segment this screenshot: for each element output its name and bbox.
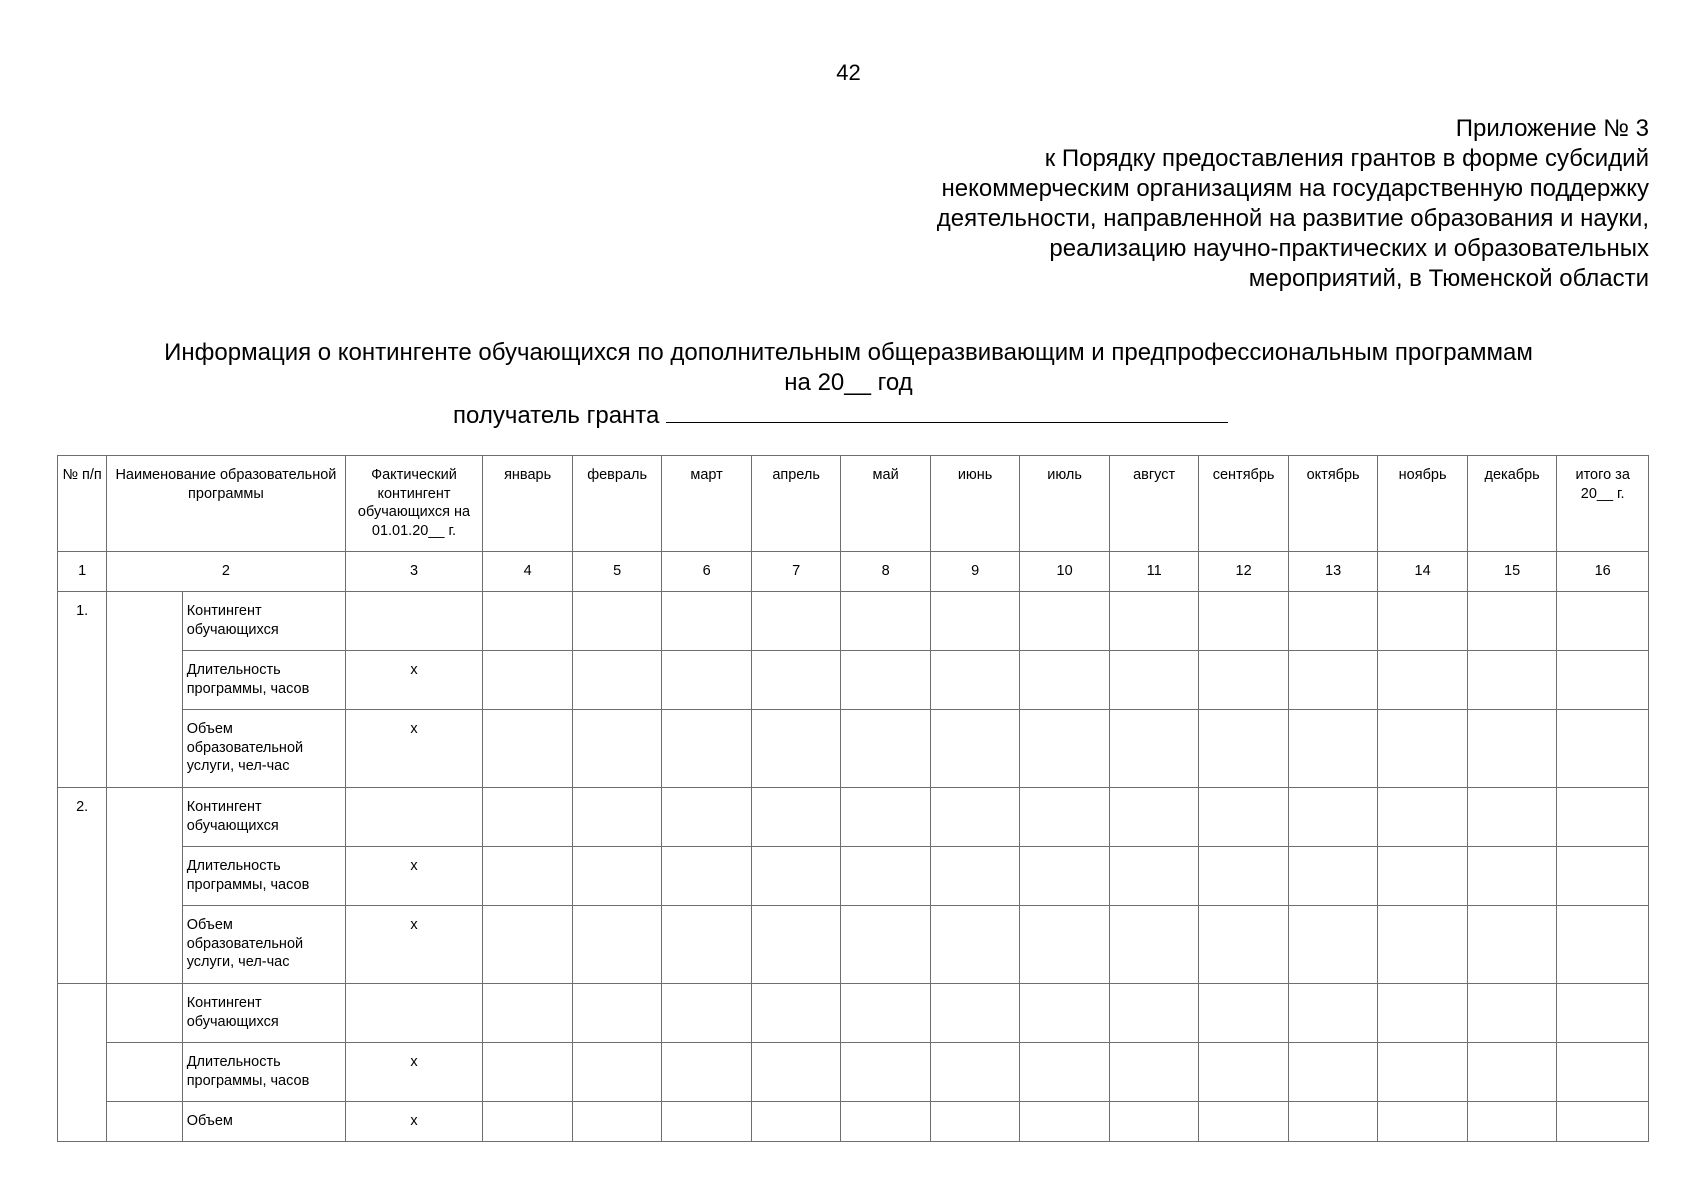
document-title (0, 338, 1697, 398)
month-value-cell (662, 847, 752, 906)
month-value-cell (1467, 1043, 1557, 1102)
month-value-cell (572, 592, 662, 651)
header-month: октябрь (1288, 456, 1378, 552)
month-value-cell (1199, 592, 1289, 651)
total-value-cell (1557, 592, 1649, 651)
month-value-cell (1467, 592, 1557, 651)
appendix-line: реализацию научно-практических и образовательных (1049, 235, 1649, 262)
month-value-cell (1378, 906, 1468, 984)
month-value-cell (1109, 847, 1199, 906)
month-value-cell (930, 788, 1020, 847)
month-value-cell (572, 906, 662, 984)
program-name-cell (107, 984, 182, 1043)
month-value-cell (1109, 906, 1199, 984)
month-value-cell (1199, 788, 1289, 847)
header-total: итого за 20__ г. (1557, 456, 1649, 552)
month-value-cell (572, 1043, 662, 1102)
month-value-cell (483, 651, 573, 710)
month-value-cell (1109, 1043, 1199, 1102)
column-number: 16 (1557, 552, 1649, 592)
month-value-cell (1109, 592, 1199, 651)
month-value-cell (1378, 847, 1468, 906)
column-number: 9 (930, 552, 1020, 592)
month-value-cell (1020, 710, 1110, 788)
header-month: декабрь (1467, 456, 1557, 552)
month-value-cell (1378, 592, 1468, 651)
column-number: 11 (1109, 552, 1199, 592)
month-value-cell (751, 1043, 841, 1102)
month-value-cell (1378, 1043, 1468, 1102)
total-value-cell (1557, 710, 1649, 788)
month-value-cell (841, 1043, 931, 1102)
month-value-cell (1109, 984, 1199, 1043)
month-value-cell (483, 1043, 573, 1102)
indicator-label-cell: Длительность программы, часов (182, 1043, 345, 1102)
month-value-cell (751, 1102, 841, 1142)
header-month: июль (1020, 456, 1110, 552)
month-value-cell (1288, 847, 1378, 906)
month-value-cell (1288, 710, 1378, 788)
column-number: 5 (572, 552, 662, 592)
title-line: Информация о контингенте обучающихся по дополнительным общеразвивающим и предпрофессиональным программам (164, 339, 1533, 366)
month-value-cell (572, 1102, 662, 1142)
actual-contingent-cell (345, 788, 483, 847)
appendix-line: Приложение № 3 (1455, 115, 1649, 142)
month-value-cell (483, 906, 573, 984)
month-value-cell (1288, 1043, 1378, 1102)
header-month: сентябрь (1199, 456, 1289, 552)
actual-contingent-cell: x (345, 651, 483, 710)
header-month: апрель (751, 456, 841, 552)
month-value-cell (1467, 1102, 1557, 1142)
table-row (58, 1043, 1649, 1102)
indicator-label-cell: Объем образовательной услуги, чел-час (182, 710, 345, 788)
column-number: 15 (1467, 552, 1557, 592)
month-value-cell (841, 1102, 931, 1142)
appendix-line: к Порядку предоставления грантов в форме субсидий (1044, 145, 1649, 172)
month-value-cell (483, 1102, 573, 1142)
month-value-cell (751, 906, 841, 984)
actual-contingent-cell: x (345, 1043, 483, 1102)
month-value-cell (841, 984, 931, 1043)
month-value-cell (662, 592, 752, 651)
month-value-cell (930, 710, 1020, 788)
total-value-cell (1557, 788, 1649, 847)
month-value-cell (751, 651, 841, 710)
month-value-cell (572, 788, 662, 847)
row-index-cell: 2. (58, 788, 107, 984)
table-row (58, 847, 1649, 906)
indicator-label-cell: Контингент обучающихся (182, 592, 345, 651)
actual-contingent-cell: x (345, 847, 483, 906)
table-row (58, 984, 1649, 1043)
month-value-cell (1020, 984, 1110, 1043)
program-name-cell (107, 1102, 182, 1142)
month-value-cell (1378, 710, 1468, 788)
table-row (58, 1102, 1649, 1142)
month-value-cell (1109, 788, 1199, 847)
month-value-cell (1109, 710, 1199, 788)
recipient-blank-field (666, 398, 1228, 423)
month-value-cell (751, 984, 841, 1043)
column-number: 2 (107, 552, 345, 592)
month-value-cell (1020, 847, 1110, 906)
header-month: март (662, 456, 752, 552)
header-month: январь (483, 456, 573, 552)
month-value-cell (1378, 651, 1468, 710)
month-value-cell (930, 1043, 1020, 1102)
recipient-label: получатель гранта (453, 402, 660, 429)
month-value-cell (1199, 651, 1289, 710)
indicator-label-cell: Объем (182, 1102, 345, 1142)
month-value-cell (1020, 651, 1110, 710)
column-number-row (58, 552, 1649, 592)
month-value-cell (1288, 592, 1378, 651)
column-number: 14 (1378, 552, 1468, 592)
month-value-cell (1020, 592, 1110, 651)
month-value-cell (1467, 651, 1557, 710)
header-num: № п/п (58, 456, 107, 552)
month-value-cell (1467, 906, 1557, 984)
total-value-cell (1557, 651, 1649, 710)
month-value-cell (483, 847, 573, 906)
month-value-cell (930, 984, 1020, 1043)
table-row (58, 788, 1649, 847)
recipient-line (453, 398, 1228, 431)
total-value-cell (1557, 984, 1649, 1043)
month-value-cell (1199, 1102, 1289, 1142)
month-value-cell (483, 592, 573, 651)
indicator-label-cell: Длительность программы, часов (182, 847, 345, 906)
month-value-cell (1109, 1102, 1199, 1142)
month-value-cell (572, 984, 662, 1043)
indicator-label-cell: Длительность программы, часов (182, 651, 345, 710)
contingent-table (57, 455, 1649, 1142)
header-month: август (1109, 456, 1199, 552)
month-value-cell (1288, 906, 1378, 984)
month-value-cell (930, 651, 1020, 710)
appendix-line: некоммерческим организациям на государственную поддержку (941, 175, 1649, 202)
month-value-cell (841, 906, 931, 984)
actual-contingent-cell: x (345, 1102, 483, 1142)
month-value-cell (1199, 710, 1289, 788)
month-value-cell (930, 1102, 1020, 1142)
month-value-cell (1288, 1102, 1378, 1142)
month-value-cell (1199, 984, 1289, 1043)
month-value-cell (930, 592, 1020, 651)
month-value-cell (1378, 788, 1468, 847)
total-value-cell (1557, 906, 1649, 984)
header-program: Наименование образовательной программы (107, 456, 345, 552)
appendix-header (649, 114, 1649, 294)
month-value-cell (751, 847, 841, 906)
month-value-cell (662, 651, 752, 710)
month-value-cell (841, 847, 931, 906)
column-number: 13 (1288, 552, 1378, 592)
appendix-line: деятельности, направленной на развитие образования и науки, (936, 205, 1649, 232)
program-name-cell (107, 788, 182, 984)
month-value-cell (1199, 1043, 1289, 1102)
table-row (58, 906, 1649, 984)
header-month: ноябрь (1378, 456, 1468, 552)
month-value-cell (930, 906, 1020, 984)
actual-contingent-cell: x (345, 710, 483, 788)
actual-contingent-cell (345, 984, 483, 1043)
month-value-cell (572, 847, 662, 906)
month-value-cell (1020, 906, 1110, 984)
indicator-label-cell: Контингент обучающихся (182, 984, 345, 1043)
table-row (58, 592, 1649, 651)
month-value-cell (662, 1043, 752, 1102)
month-value-cell (841, 651, 931, 710)
month-value-cell (1199, 847, 1289, 906)
appendix-line: мероприятий, в Тюменской области (1248, 265, 1649, 292)
page-number: 42 (836, 60, 861, 85)
month-value-cell (1378, 984, 1468, 1043)
column-number: 7 (751, 552, 841, 592)
column-number: 12 (1199, 552, 1289, 592)
indicator-label-cell: Объем образовательной услуги, чел-час (182, 906, 345, 984)
month-value-cell (930, 847, 1020, 906)
header-actual-contingent: Фактический контингент обучающихся на 01.01.20__ г. (345, 456, 483, 552)
month-value-cell (572, 710, 662, 788)
month-value-cell (841, 788, 931, 847)
month-value-cell (1467, 847, 1557, 906)
month-value-cell (1467, 788, 1557, 847)
total-value-cell (1557, 1102, 1649, 1142)
program-name-cell (107, 1043, 182, 1102)
month-value-cell (1288, 788, 1378, 847)
header-month: февраль (572, 456, 662, 552)
month-value-cell (1378, 1102, 1468, 1142)
table-row (58, 651, 1649, 710)
column-number: 10 (1020, 552, 1110, 592)
month-value-cell (1288, 984, 1378, 1043)
month-value-cell (483, 984, 573, 1043)
month-value-cell (662, 906, 752, 984)
program-name-cell (107, 592, 182, 788)
month-value-cell (751, 788, 841, 847)
month-value-cell (483, 788, 573, 847)
table-header-row (58, 456, 1649, 552)
month-value-cell (1467, 710, 1557, 788)
total-value-cell (1557, 847, 1649, 906)
month-value-cell (1199, 906, 1289, 984)
month-value-cell (662, 788, 752, 847)
month-value-cell (1020, 788, 1110, 847)
month-value-cell (1109, 651, 1199, 710)
month-value-cell (483, 710, 573, 788)
month-value-cell (841, 592, 931, 651)
header-month: май (841, 456, 931, 552)
total-value-cell (1557, 1043, 1649, 1102)
month-value-cell (751, 592, 841, 651)
column-number: 4 (483, 552, 573, 592)
column-number: 1 (58, 552, 107, 592)
actual-contingent-cell (345, 592, 483, 651)
month-value-cell (662, 984, 752, 1043)
indicator-label-cell: Контингент обучающихся (182, 788, 345, 847)
month-value-cell (1020, 1043, 1110, 1102)
month-value-cell (572, 651, 662, 710)
month-value-cell (1467, 984, 1557, 1043)
month-value-cell (1288, 651, 1378, 710)
column-number: 6 (662, 552, 752, 592)
month-value-cell (751, 710, 841, 788)
month-value-cell (662, 1102, 752, 1142)
title-line: на 20__ год (784, 369, 913, 396)
column-number: 8 (841, 552, 931, 592)
column-number: 3 (345, 552, 483, 592)
actual-contingent-cell: x (345, 906, 483, 984)
month-value-cell (841, 710, 931, 788)
row-index-cell: 1. (58, 592, 107, 788)
month-value-cell (1020, 1102, 1110, 1142)
row-index-cell (58, 984, 107, 1142)
month-value-cell (662, 710, 752, 788)
table-row (58, 710, 1649, 788)
header-month: июнь (930, 456, 1020, 552)
